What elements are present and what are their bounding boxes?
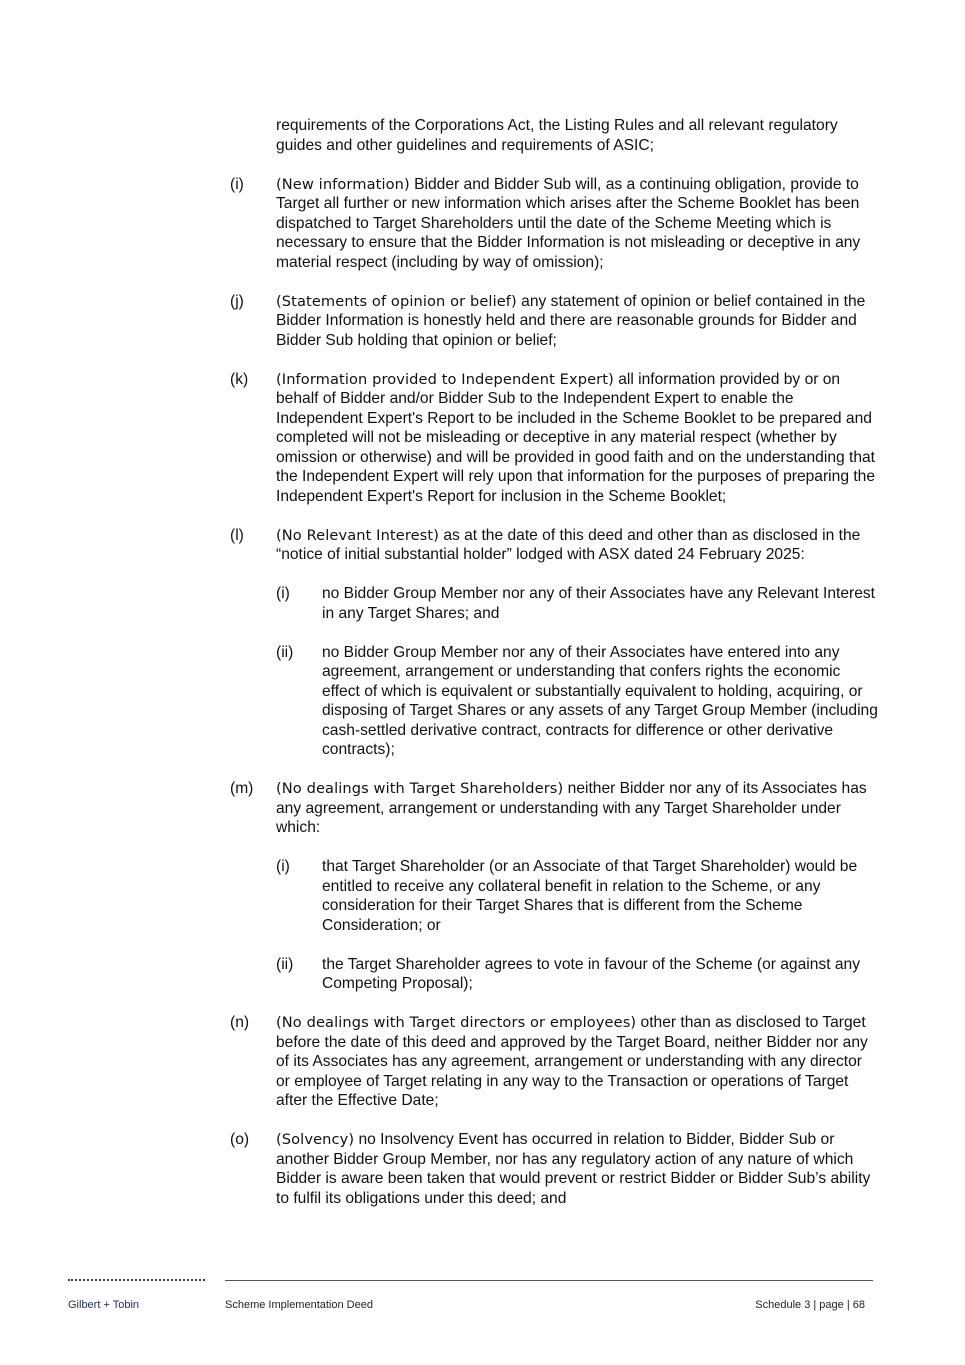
clause-heading: (No Relevant Interest) — [276, 526, 439, 544]
clause-o — [230, 1130, 880, 1208]
subclause-number: (i) — [276, 585, 290, 602]
clause-heading: (Solvency) — [276, 1131, 355, 1148]
clause-text: as at the date of this deed and other than as disclosed in the “notice of initial substantial holder” lodged with ASX dated 24 February 2025: — [276, 526, 861, 563]
clause-number: (i) — [230, 175, 244, 193]
clause-m — [230, 779, 880, 838]
clause-number: (l) — [230, 526, 244, 544]
subclause-text: no Bidder Group Member nor any of their Associates have entered into any agreement, arrangement or understanding that confers rights the economic effect of which is equivalent or substantially equivalent to holding, acquiring, or disposing of Target Shares or any assets of any Target Group Member (including cash-settled derivative contract, contracts for difference or other derivative contracts); — [322, 643, 878, 758]
clause-i — [230, 175, 880, 273]
footer-firm-name: Gilbert + Tobin — [68, 1299, 140, 1311]
clause-heading: (Statements of opinion or belief) — [276, 292, 517, 310]
clause-number: (k) — [230, 370, 249, 388]
subclause-l-ii — [230, 643, 880, 760]
intro-paragraph: requirements of the Corporations Act, the Listing Rules and all relevant regulatory guides and other guidelines and requirements of ASIC; — [276, 117, 838, 154]
clause-heading: (No dealings with Target directors or employees) — [276, 1014, 637, 1031]
clause-text: Bidder and Bidder Sub will, as a continuing obligation, provide to Target all further or new information which arises after the Scheme Booklet has been dispatched to Target Shareholders until the date of the Scheme Meeting which is necessary to ensure that the Bidder Information is not misleading or deceptive in any material respect (including by way of omission); — [276, 175, 861, 271]
subclause-text: that Target Shareholder (or an Associate of that Target Shareholder) would be entitled to receive any collateral benefit in relation to the Scheme, or any consideration for their Target Shares that is different from the Scheme Consideration; or — [322, 858, 858, 934]
footer-document-title: Scheme Implementation Deed — [225, 1299, 373, 1311]
subclause-text: no Bidder Group Member nor any of their Associates have any Relevant Interest in any Target Shares; and — [322, 585, 876, 622]
subclause-text: the Target Shareholder agrees to vote in favour of the Scheme (or against any Competing Proposal); — [322, 955, 861, 992]
clause-text: no Insolvency Event has occurred in relation to Bidder, Bidder Sub or another Bidder Group Member, nor has any regulatory action of any nature of which Bidder is aware been taken that would prevent or restrict Bidder or Bidder Sub’s ability to fulfil its obligations under this deed; and — [276, 1131, 871, 1207]
subclause-number: (i) — [276, 858, 290, 875]
clause-n — [230, 1013, 880, 1111]
clause-number: (n) — [230, 1014, 250, 1031]
footer-rule — [225, 1280, 873, 1281]
clause-l — [230, 526, 880, 565]
clause-text: all information provided by or on behalf of Bidder and/or Bidder Sub to the Independent Expert to enable the Independent Expert's Report to be included in the Scheme Booklet to be prepared and completed will not be misleading or deceptive in any material respect (whether by omission or otherwise) and will be provided in good faith and on the understanding that the Independent Expert will rely upon that information for the purposes of preparing the Independent Expert's Report for inclusion in the Scheme Booklet; — [276, 370, 876, 505]
subclause-l-i — [230, 584, 880, 623]
clause-text: any statement of opinion or belief contained in the Bidder Information is honestly held and there are reasonable grounds for Bidder and Bidder Sub holding that opinion or belief; — [276, 292, 866, 349]
clause-heading: (New information) — [276, 175, 410, 193]
subclause-number: (ii) — [276, 643, 294, 661]
clause-text: neither Bidder nor any of its Associates has any agreement, arrangement or understanding with any Target Shareholder under which: — [276, 780, 867, 836]
subclause-m-ii — [230, 955, 880, 994]
footer-page-number: Schedule 3 | page | 68 — [755, 1299, 865, 1311]
body-text — [230, 116, 880, 1228]
clause-heading: (No dealings with Target Shareholders) — [276, 780, 564, 797]
clause-number: (m) — [230, 780, 254, 797]
clause-text: other than as disclosed to Target before the date of this deed and approved by the Target Board, neither Bidder nor any of its Associates has any agreement, arrangement or understanding with any director or employee of Target relating in any way to the Transaction or operations of Target after the Effective Date; — [276, 1014, 868, 1109]
clause-number: (j) — [230, 292, 244, 310]
subclause-m-i — [230, 857, 880, 935]
clause-number: (o) — [230, 1131, 250, 1148]
clause-heading: (Information provided to Independent Expert) — [276, 370, 614, 388]
clause-k — [230, 370, 880, 507]
clause-j — [230, 292, 880, 351]
footer-dotted-rule — [68, 1279, 205, 1281]
subclause-number: (ii) — [276, 955, 294, 973]
